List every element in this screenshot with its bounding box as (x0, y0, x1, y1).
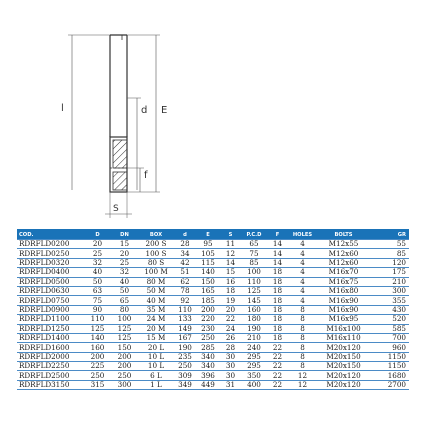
cell-S: 30 (220, 352, 241, 361)
table-row (17, 258, 409, 267)
cell-D: 20 (84, 240, 111, 249)
cell-cod: RDRFLD0500 (17, 277, 84, 286)
cell-holes: 8 (288, 343, 317, 352)
cell-pcd: 210 (241, 333, 267, 342)
cell-gr: 1680 (370, 371, 409, 380)
table-row (17, 268, 409, 277)
cell-bolts: M20x150 (317, 362, 370, 371)
cell-pcd: 160 (241, 305, 267, 314)
cell-holes: 4 (288, 249, 317, 258)
cell-F: 22 (267, 362, 288, 371)
cell-F: 22 (267, 343, 288, 352)
table-row (17, 296, 409, 305)
cell-box: 10 L (138, 352, 174, 361)
cell-D: 90 (84, 305, 111, 314)
cell-pcd: 350 (241, 371, 267, 380)
cell-bolts: M16x100 (317, 324, 370, 333)
cell-d: 133 (174, 315, 196, 324)
cell-DN: 25 (111, 258, 138, 267)
col-header-DN: DN (111, 230, 138, 240)
cell-D: 160 (84, 343, 111, 352)
table-row (17, 324, 409, 333)
cell-D: 250 (84, 371, 111, 380)
cell-gr: 55 (370, 240, 409, 249)
cell-bolts: M20x120 (317, 371, 370, 380)
cell-bolts: M16x95 (317, 315, 370, 324)
cell-DN: 200 (111, 362, 138, 371)
cell-S: 12 (220, 249, 241, 258)
col-header-S: S (220, 230, 241, 240)
label-d: d (141, 105, 148, 116)
cell-F: 14 (267, 249, 288, 258)
cell-F: 18 (267, 333, 288, 342)
cell-d: 28 (174, 240, 196, 249)
cell-E: 185 (196, 296, 220, 305)
cell-gr: 175 (370, 268, 409, 277)
cell-holes: 4 (288, 277, 317, 286)
cell-gr: 1150 (370, 362, 409, 371)
cell-S: 14 (220, 258, 241, 267)
cell-E: 165 (196, 286, 220, 295)
table-body (17, 240, 409, 390)
cell-DN: 20 (111, 249, 138, 258)
cell-F: 18 (267, 324, 288, 333)
cell-E: 250 (196, 333, 220, 342)
cell-S: 24 (220, 324, 241, 333)
cell-box: 6 L (138, 371, 174, 380)
cell-gr: 120 (370, 258, 409, 267)
cell-cod: RDRFLD2000 (17, 352, 84, 361)
cell-d: 149 (174, 324, 196, 333)
col-header-D: D (84, 230, 111, 240)
table-row (17, 249, 409, 258)
cell-gr: 85 (370, 249, 409, 258)
dimension-S (105, 192, 132, 218)
table-header-row (17, 230, 409, 240)
cell-gr: 520 (370, 315, 409, 324)
cell-d: 78 (174, 286, 196, 295)
cell-holes: 4 (288, 286, 317, 295)
cell-pcd: 75 (241, 249, 267, 258)
cell-E: 150 (196, 277, 220, 286)
table-row (17, 333, 409, 342)
cell-holes: 12 (288, 380, 317, 389)
cell-cod: RDRFLD1250 (17, 324, 84, 333)
cell-D: 110 (84, 315, 111, 324)
cell-box: 100 M (138, 268, 174, 277)
label-l: l (61, 103, 64, 114)
cell-box: 200 S (138, 240, 174, 249)
cell-DN: 50 (111, 286, 138, 295)
table-row (17, 371, 409, 380)
col-header-E: E (196, 230, 220, 240)
cell-DN: 125 (111, 333, 138, 342)
cell-DN: 80 (111, 305, 138, 314)
cell-box: 80 M (138, 277, 174, 286)
cell-pcd: 145 (241, 296, 267, 305)
cell-DN: 125 (111, 324, 138, 333)
cell-D: 140 (84, 333, 111, 342)
cell-S: 22 (220, 315, 241, 324)
cell-D: 25 (84, 249, 111, 258)
cell-holes: 8 (288, 315, 317, 324)
cell-d: 51 (174, 268, 196, 277)
cell-F: 14 (267, 240, 288, 249)
cell-pcd: 125 (241, 286, 267, 295)
cell-S: 16 (220, 277, 241, 286)
cell-holes: 8 (288, 362, 317, 371)
cell-F: 18 (267, 277, 288, 286)
cell-S: 30 (220, 362, 241, 371)
cell-DN: 32 (111, 268, 138, 277)
cell-DN: 100 (111, 315, 138, 324)
cell-F: 22 (267, 380, 288, 389)
cell-d: 250 (174, 362, 196, 371)
col-header-cod: COD. (17, 230, 84, 240)
cell-pcd: 180 (241, 315, 267, 324)
cell-pcd: 85 (241, 258, 267, 267)
cell-cod: RDRFLD0200 (17, 240, 84, 249)
cell-box: 20 L (138, 343, 174, 352)
table-row (17, 343, 409, 352)
cell-gr: 585 (370, 324, 409, 333)
cell-F: 18 (267, 268, 288, 277)
cell-cod: RDRFLD0630 (17, 286, 84, 295)
cell-pcd: 100 (241, 268, 267, 277)
cell-DN: 300 (111, 380, 138, 389)
cell-F: 18 (267, 305, 288, 314)
cell-D: 225 (84, 362, 111, 371)
col-header-holes: HOLES (288, 230, 317, 240)
cell-D: 63 (84, 286, 111, 295)
cell-E: 200 (196, 305, 220, 314)
cell-pcd: 295 (241, 352, 267, 361)
cell-bolts: M20x120 (317, 380, 370, 389)
cell-cod: RDRFLD3150 (17, 380, 84, 389)
cell-F: 14 (267, 258, 288, 267)
cell-D: 75 (84, 296, 111, 305)
cell-pcd: 295 (241, 362, 267, 371)
cell-holes: 4 (288, 240, 317, 249)
cell-D: 315 (84, 380, 111, 389)
cell-S: 20 (220, 305, 241, 314)
cell-cod: RDRFLD1400 (17, 333, 84, 342)
cell-gr: 2700 (370, 380, 409, 389)
table-row (17, 305, 409, 314)
cell-d: 309 (174, 371, 196, 380)
col-header-gr: GR (370, 230, 409, 240)
table-row (17, 315, 409, 324)
cell-box: 40 M (138, 296, 174, 305)
cell-DN: 15 (111, 240, 138, 249)
cell-gr: 700 (370, 333, 409, 342)
cell-d: 42 (174, 258, 196, 267)
cell-d: 190 (174, 343, 196, 352)
cell-box: 80 S (138, 258, 174, 267)
cell-bolts: M16x90 (317, 296, 370, 305)
cell-gr: 300 (370, 286, 409, 295)
cell-E: 340 (196, 352, 220, 361)
cell-E: 285 (196, 343, 220, 352)
cell-bolts: M16x110 (317, 333, 370, 342)
cell-F: 22 (267, 371, 288, 380)
table-row (17, 286, 409, 295)
cell-holes: 4 (288, 258, 317, 267)
cell-pcd: 400 (241, 380, 267, 389)
cell-D: 200 (84, 352, 111, 361)
col-header-d: d (174, 230, 196, 240)
spec-table-container (17, 229, 409, 390)
cell-DN: 150 (111, 343, 138, 352)
cell-d: 235 (174, 352, 196, 361)
cell-E: 105 (196, 249, 220, 258)
cell-holes: 8 (288, 324, 317, 333)
cell-cod: RDRFLD0320 (17, 258, 84, 267)
cell-S: 18 (220, 286, 241, 295)
flange-section (110, 137, 127, 192)
cell-E: 140 (196, 268, 220, 277)
cell-gr: 355 (370, 296, 409, 305)
label-E: E (161, 105, 168, 116)
cell-cod: RDRFLD0750 (17, 296, 84, 305)
cell-gr: 960 (370, 343, 409, 352)
cell-DN: 200 (111, 352, 138, 361)
cell-holes: 8 (288, 333, 317, 342)
cell-F: 22 (267, 352, 288, 361)
table-row (17, 380, 409, 389)
cell-bolts: M20x120 (317, 343, 370, 352)
cell-cod: RDRFLD0250 (17, 249, 84, 258)
cell-holes: 8 (288, 305, 317, 314)
table-row (17, 352, 409, 361)
table-row (17, 277, 409, 286)
cell-S: 15 (220, 268, 241, 277)
cell-cod: RDRFLD1100 (17, 315, 84, 324)
cell-S: 19 (220, 296, 241, 305)
cell-E: 340 (196, 362, 220, 371)
cell-pcd: 65 (241, 240, 267, 249)
cell-E: 449 (196, 380, 220, 389)
cell-box: 10 L (138, 362, 174, 371)
dimension-l (61, 35, 110, 190)
cell-d: 167 (174, 333, 196, 342)
cell-D: 50 (84, 277, 111, 286)
cell-bolts: M16x80 (317, 286, 370, 295)
cell-holes: 4 (288, 268, 317, 277)
cell-d: 62 (174, 277, 196, 286)
cell-DN: 250 (111, 371, 138, 380)
cell-S: 31 (220, 380, 241, 389)
cell-bolts: M20x150 (317, 352, 370, 361)
cell-gr: 430 (370, 305, 409, 314)
cell-cod: RDRFLD0400 (17, 268, 84, 277)
cell-box: 50 M (138, 286, 174, 295)
cell-S: 28 (220, 343, 241, 352)
cell-d: 92 (174, 296, 196, 305)
cell-bolts: M16x90 (317, 305, 370, 314)
col-header-box: BOX (138, 230, 174, 240)
label-S: S (113, 204, 119, 214)
cell-bolts: M12x60 (317, 249, 370, 258)
cell-D: 40 (84, 268, 111, 277)
label-f: f (144, 170, 148, 181)
cell-bolts: M16x75 (317, 277, 370, 286)
cell-DN: 65 (111, 296, 138, 305)
cell-holes: 4 (288, 296, 317, 305)
cell-pcd: 240 (241, 343, 267, 352)
cell-E: 95 (196, 240, 220, 249)
table-row (17, 240, 409, 249)
cell-box: 1 L (138, 380, 174, 389)
cell-E: 230 (196, 324, 220, 333)
cell-gr: 1150 (370, 352, 409, 361)
cell-cod: RDRFLD2250 (17, 362, 84, 371)
cell-E: 396 (196, 371, 220, 380)
cell-E: 220 (196, 315, 220, 324)
cell-box: 20 M (138, 324, 174, 333)
cell-box: 35 M (138, 305, 174, 314)
table-row (17, 362, 409, 371)
spec-table (17, 229, 409, 390)
cell-cod: RDRFLD1600 (17, 343, 84, 352)
cell-d: 34 (174, 249, 196, 258)
cell-D: 125 (84, 324, 111, 333)
cell-S: 11 (220, 240, 241, 249)
pipe-body (110, 35, 127, 137)
cell-box: 100 S (138, 249, 174, 258)
cell-d: 110 (174, 305, 196, 314)
cell-F: 18 (267, 315, 288, 324)
col-header-pcd: P.C.D (241, 230, 267, 240)
cell-cod: RDRFLD0900 (17, 305, 84, 314)
cell-bolts: M16x70 (317, 268, 370, 277)
cell-S: 26 (220, 333, 241, 342)
cell-F: 18 (267, 286, 288, 295)
cell-cod: RDRFLD2500 (17, 371, 84, 380)
cell-S: 30 (220, 371, 241, 380)
cell-gr: 210 (370, 277, 409, 286)
cell-D: 32 (84, 258, 111, 267)
cell-DN: 40 (111, 277, 138, 286)
col-header-bolts: BOLTS (317, 230, 370, 240)
cell-pcd: 190 (241, 324, 267, 333)
cell-box: 24 M (138, 315, 174, 324)
cell-box: 15 M (138, 333, 174, 342)
col-header-F: F (267, 230, 288, 240)
cell-bolts: M12x60 (317, 258, 370, 267)
cell-holes: 8 (288, 352, 317, 361)
cell-F: 18 (267, 296, 288, 305)
cell-pcd: 110 (241, 277, 267, 286)
cell-E: 115 (196, 258, 220, 267)
cell-holes: 12 (288, 371, 317, 380)
cell-bolts: M12x55 (317, 240, 370, 249)
dimension-f (127, 168, 148, 192)
cell-d: 349 (174, 380, 196, 389)
